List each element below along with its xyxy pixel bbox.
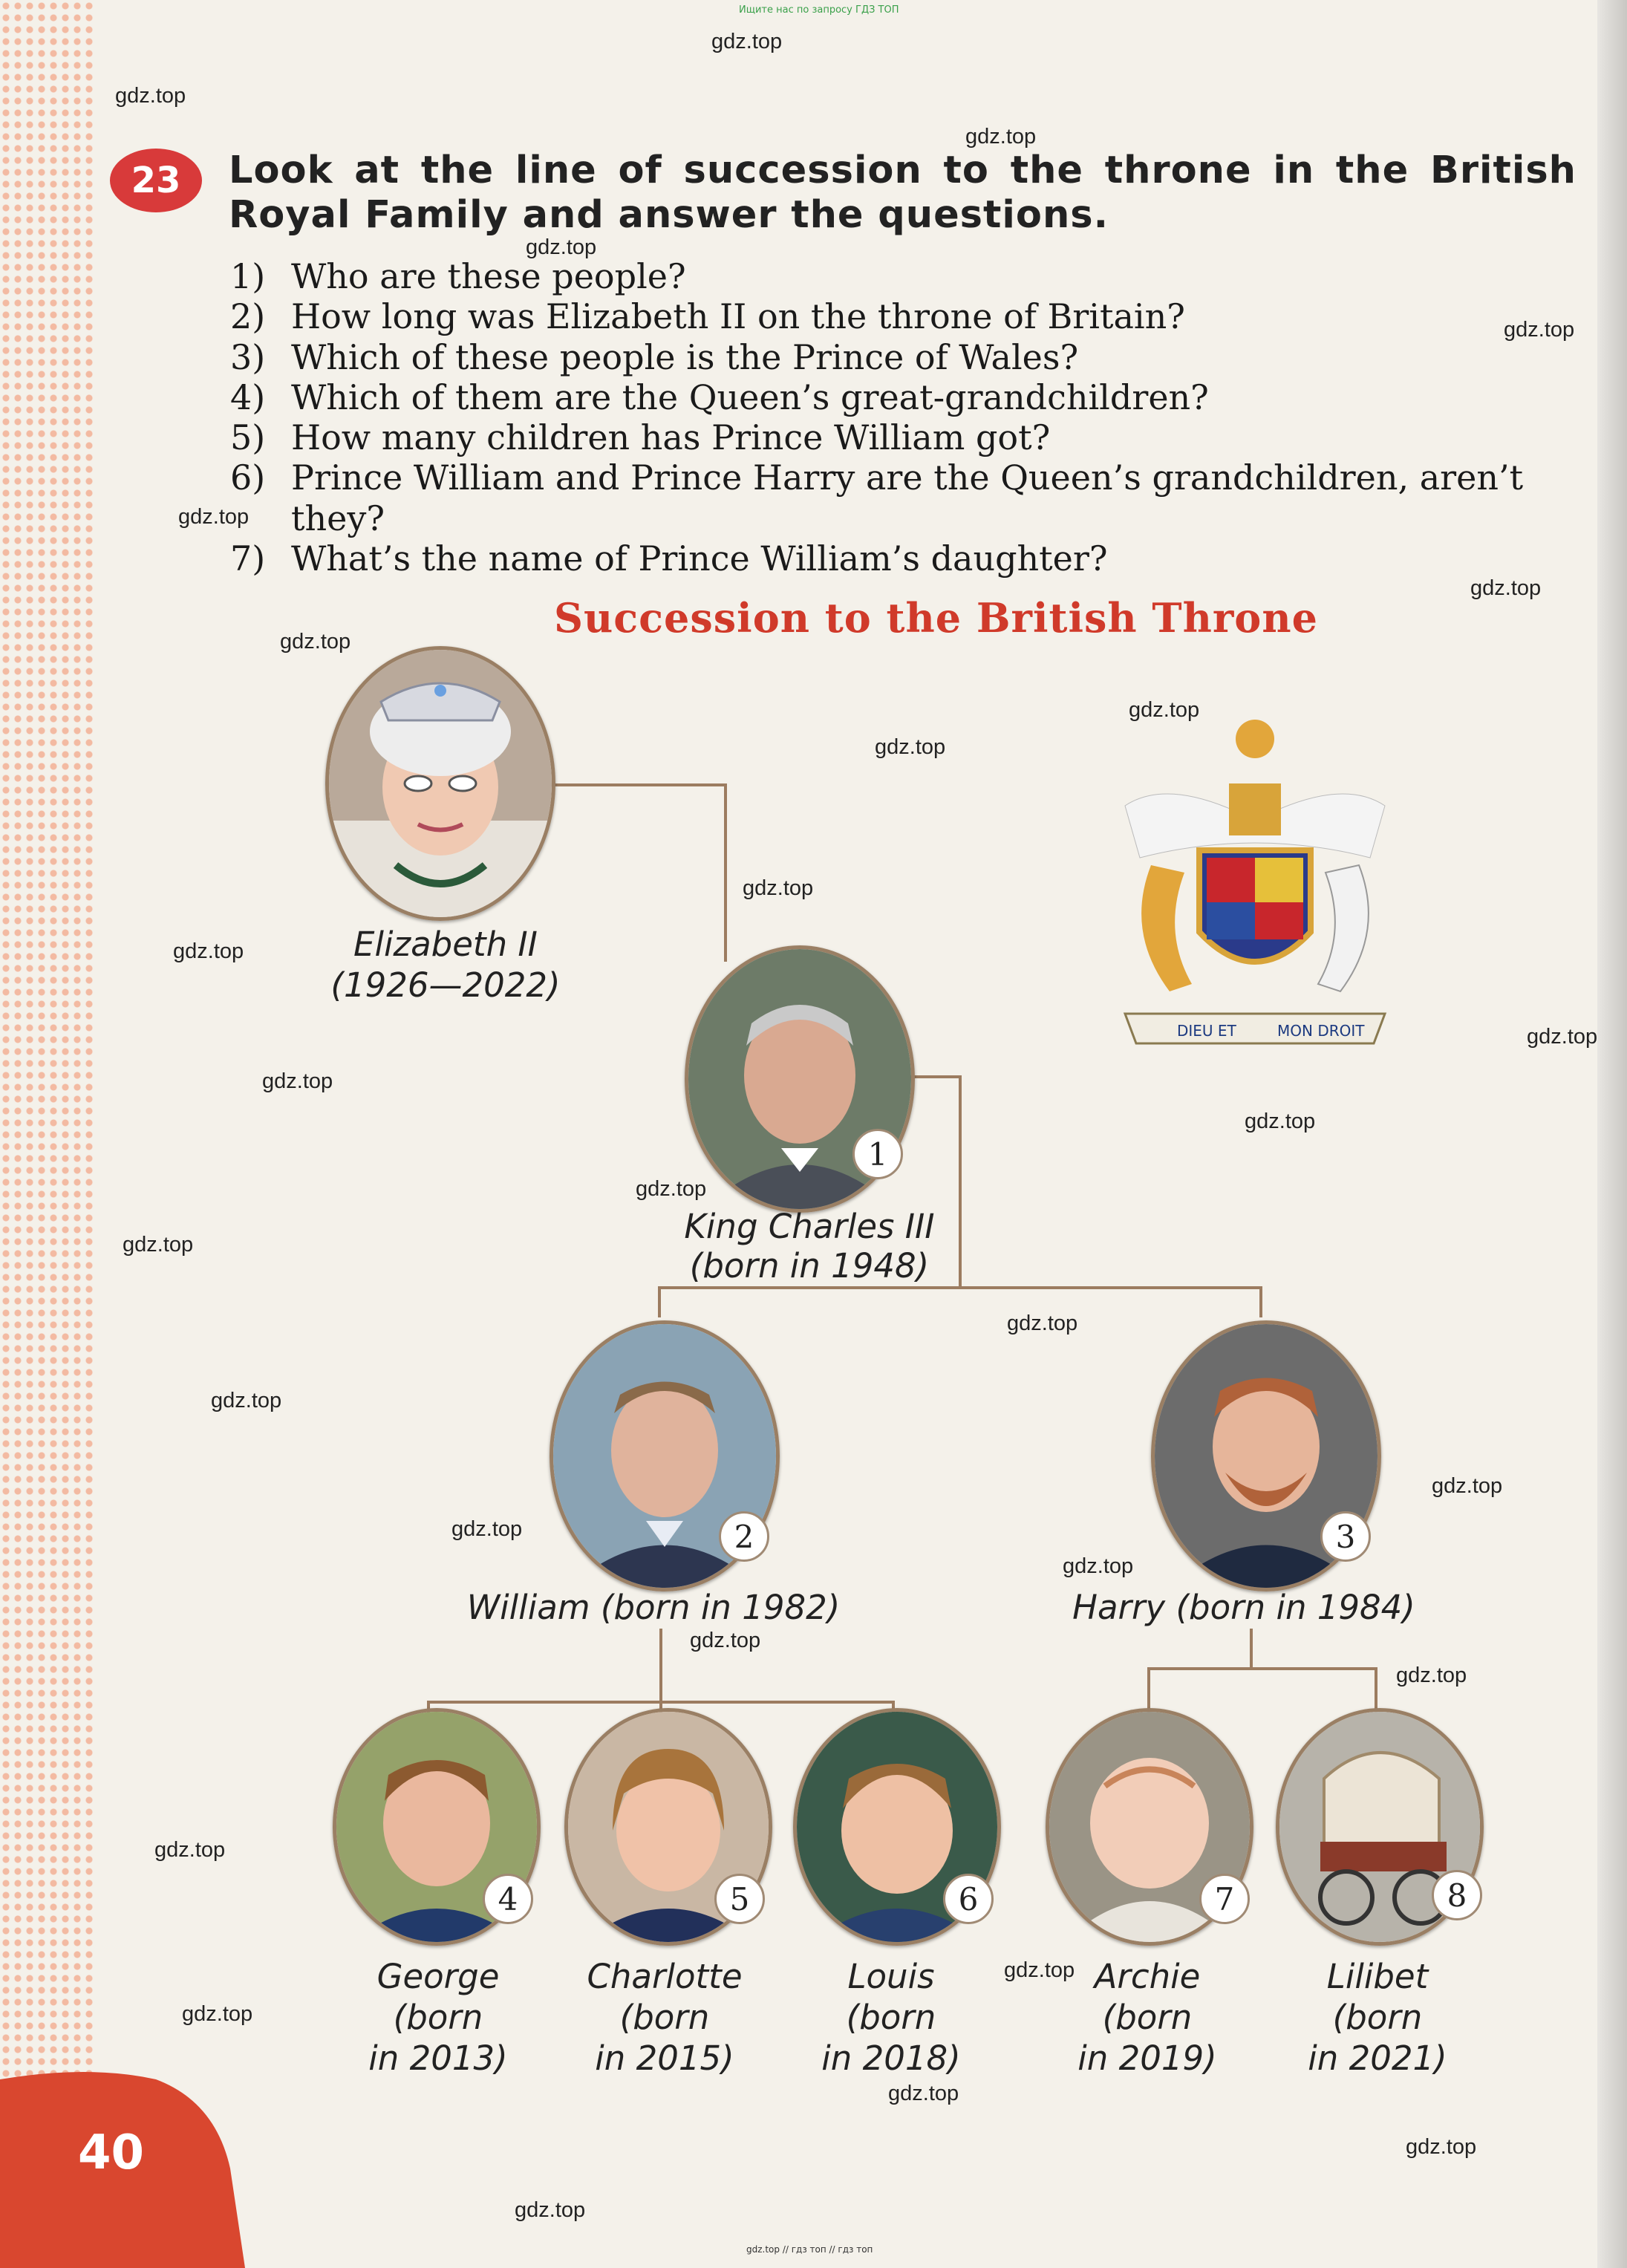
- watermark: gdz.top: [178, 505, 250, 529]
- exercise-number-badge: 23: [110, 149, 202, 212]
- connector-line: [658, 1286, 1262, 1289]
- dotted-margin-decoration: [0, 0, 97, 2079]
- lilibet-name: Lilibet: [1326, 1957, 1429, 1996]
- louis-name: Louis: [847, 1957, 935, 1996]
- watermark: gdz.top: [636, 1177, 707, 1201]
- watermark: gdz.top: [888, 2082, 959, 2105]
- connector-line: [1259, 1286, 1262, 1317]
- question-list: [230, 256, 1582, 579]
- harry-label: Harry (born in 1984): [1072, 1588, 1415, 1627]
- watermark: gdz.top: [115, 84, 186, 108]
- question-item: 4) Which of them are the Queen’s great-grandchildren?: [230, 377, 1209, 417]
- watermark: gdz.top: [211, 1389, 282, 1412]
- connector-line: [659, 1629, 662, 1701]
- connector-line: [1250, 1629, 1253, 1667]
- louis-born: (born: [846, 1998, 936, 2037]
- number-marker-7: 7: [1199, 1874, 1250, 1924]
- number-marker-3: 3: [1320, 1511, 1371, 1562]
- connector-line: [548, 783, 726, 786]
- charlotte-name: Charlotte: [587, 1957, 743, 1996]
- charlotte-year: in 2015): [595, 2039, 734, 2078]
- connector-line: [1147, 1667, 1377, 1670]
- watermark: gdz.top: [1004, 1958, 1075, 1982]
- watermark: gdz.top: [875, 735, 946, 759]
- watermark: gdz.top: [280, 630, 351, 654]
- question-item: 1) Who are these people?: [230, 256, 686, 296]
- watermark: gdz.top: [154, 1838, 226, 1862]
- watermark: gdz.top: [690, 1629, 761, 1652]
- watermark: gdz.top: [1504, 318, 1575, 342]
- charles-born: (born in 1948): [689, 1246, 930, 1285]
- question-item: 7) What’s the name of Prince William’s daughter?: [230, 538, 1108, 579]
- watermark: gdz.top: [965, 125, 1037, 149]
- lilibet-born: (born: [1332, 1998, 1423, 2037]
- tree-title: Succession to the British Throne: [554, 594, 1318, 642]
- watermark: gdz.top: [123, 1233, 194, 1257]
- watermark: gdz.top: [526, 235, 597, 259]
- elizabeth-years: (1926—2022): [330, 965, 561, 1005]
- number-marker-1: 1: [852, 1129, 903, 1179]
- watermark: gdz.top: [743, 876, 814, 900]
- archie-name: Archie: [1094, 1957, 1201, 1996]
- watermark: gdz.top: [1129, 698, 1200, 722]
- watermark: gdz.top: [173, 939, 244, 963]
- watermark: gdz.top: [262, 1069, 333, 1093]
- crest-motto-right: MON DROIT: [1277, 1022, 1365, 1040]
- watermark: gdz.top: [1527, 1025, 1598, 1049]
- watermark: gdz.top: [451, 1517, 523, 1541]
- royal-coat-of-arms: [1080, 709, 1429, 1073]
- top-search-note: Ищите нас по запросу ГДЗ ТОП: [739, 4, 899, 16]
- elizabeth-portrait: [325, 646, 555, 921]
- bottom-note: gdz.top // гдз топ // гдз топ: [746, 2244, 873, 2255]
- george-name: George: [376, 1957, 500, 1996]
- watermark: gdz.top: [182, 2002, 253, 2026]
- number-marker-6: 6: [943, 1874, 994, 1924]
- watermark: gdz.top: [1007, 1311, 1078, 1335]
- question-item: 2) How long was Elizabeth II on the throne of Britain?: [230, 296, 1185, 337]
- watermark: gdz.top: [1245, 1109, 1316, 1133]
- watermark: gdz.top: [1432, 1474, 1503, 1498]
- crest-motto-left: DIEU ET: [1177, 1022, 1236, 1040]
- question-item: 6) Prince William and Prince Harry are the Queen’s grandchildren, aren’t they?: [230, 457, 1524, 538]
- george-born: (born: [393, 1998, 483, 2037]
- watermark: gdz.top: [1470, 576, 1542, 600]
- page-edge-shadow: [1597, 0, 1627, 2268]
- page-number: 40: [78, 2125, 145, 2180]
- watermark: gdz.top: [1406, 2135, 1477, 2159]
- william-label: William (born in 1982): [466, 1588, 841, 1627]
- exercise-instruction: Look at the line of succession to the throne in the British Royal Family and answer the questions.: [229, 149, 1577, 237]
- elizabeth-name: Elizabeth II: [353, 925, 538, 964]
- archie-born: (born: [1102, 1998, 1193, 2037]
- charles-name: King Charles III: [684, 1207, 935, 1246]
- connector-line: [724, 783, 727, 962]
- watermark: gdz.top: [711, 30, 783, 53]
- watermark: gdz.top: [1396, 1663, 1467, 1687]
- number-marker-2: 2: [719, 1511, 769, 1562]
- louis-year: in 2018): [821, 2039, 961, 2078]
- watermark: gdz.top: [1063, 1554, 1134, 1578]
- lilibet-year: in 2021): [1308, 2039, 1447, 2078]
- number-marker-8: 8: [1432, 1870, 1482, 1920]
- archie-year: in 2019): [1077, 2039, 1217, 2078]
- watermark: gdz.top: [515, 2198, 586, 2222]
- number-marker-5: 5: [714, 1874, 765, 1924]
- question-item: 3) Which of these people is the Prince of Wales?: [230, 336, 1079, 377]
- george-year: in 2013): [368, 2039, 508, 2078]
- connector-line: [658, 1286, 661, 1317]
- charlotte-born: (born: [619, 1998, 710, 2037]
- number-marker-4: 4: [483, 1874, 533, 1924]
- question-item: 5) How many children has Prince William got?: [230, 417, 1051, 458]
